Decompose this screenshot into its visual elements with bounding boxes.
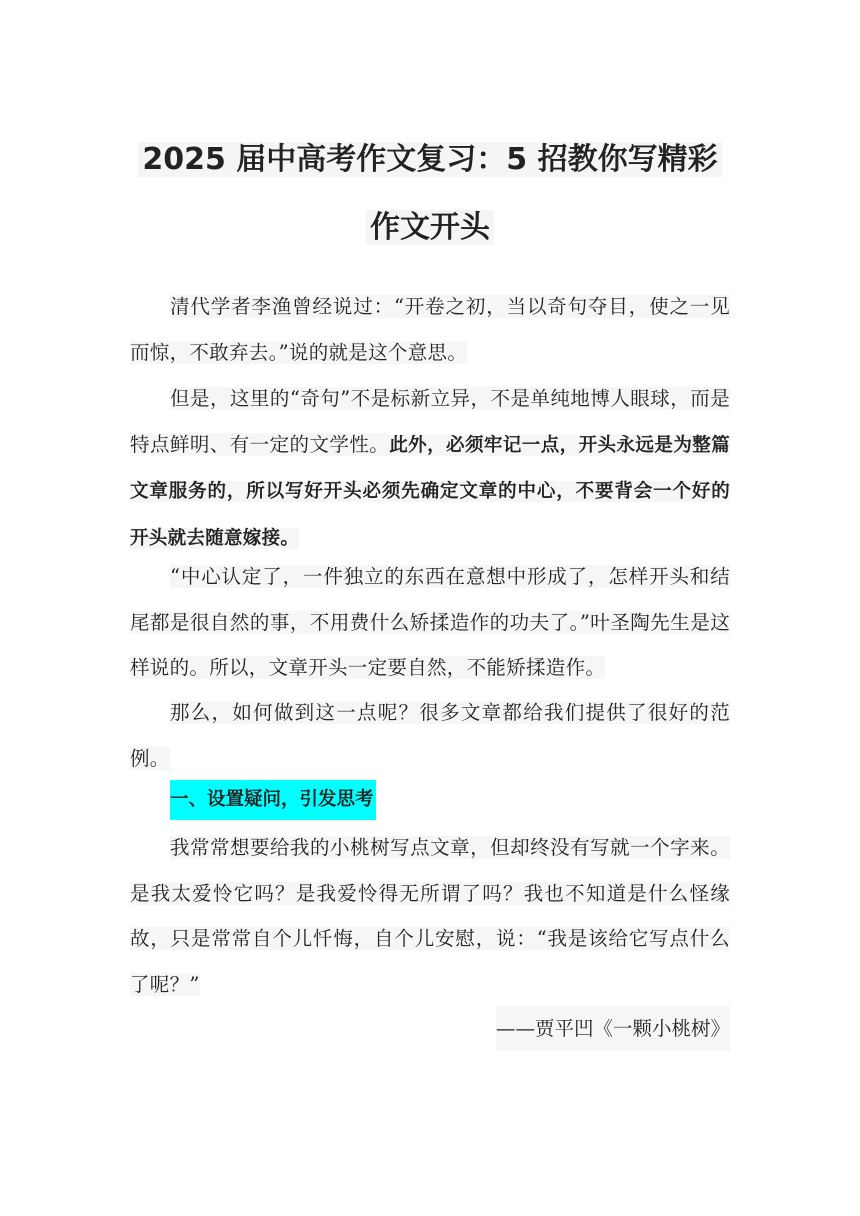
example-source: ——贾平凹《一颗小桃树》 (496, 1006, 730, 1051)
paragraph-text: 那么，如何做到这一点呢？很多文章都给我们提供了很好的范例。 (130, 701, 730, 770)
document-title-line-1 (130, 128, 730, 192)
paragraph-quote-liyu (130, 284, 730, 375)
paragraph-emphasis: 此外，必须牢记一点，开头永远是为整篇文章服务的，所以写好开头必须先确定文章的中心，不要背会一个好的开头就去随意嫁接。 (130, 434, 730, 549)
title-text-2: 作文开头 (366, 210, 494, 245)
paragraph-text: 但是，这里的“奇句”不是标新立异，不是单纯地博人眼球，而是特点鲜明、有一定的文学性。 (130, 387, 730, 456)
paragraph-ye-shengtao (130, 554, 730, 691)
paragraph-example (130, 825, 730, 1007)
section-heading-1: 一、设置疑问，引发思考 (170, 780, 376, 820)
paragraph-transition (130, 690, 730, 781)
paragraph-text: 我常常想要给我的小桃树写点文章，但却终没有写就一个字来。是我太爱怜它吗？是我爱怜得无所谓了吗？我也不知道是什么怪缘故，只是常常自个儿忏悔，自个儿安慰，说：“我是该给它写点什么了呢？” (130, 836, 730, 996)
paragraph-text: “中心认定了，一件独立的东西在意想中形成了，怎样开头和结尾都是很自然的事，不用费什么矫揉造作的功夫了。”叶圣陶先生是这样说的。所以，文章开头一定要自然，不能矫揉造作。 (130, 565, 730, 679)
paragraph-text: 清代学者李渔曾经说过：“开卷之初，当以奇句夺目，使之一见而惊，不敢弃去。”说的就是这个意思。 (130, 295, 730, 364)
paragraph-qiju (130, 376, 730, 561)
document-title-line-2 (130, 196, 730, 260)
title-text-1: 2025 届中高考作文复习：5 招教你写精彩 (138, 142, 721, 177)
